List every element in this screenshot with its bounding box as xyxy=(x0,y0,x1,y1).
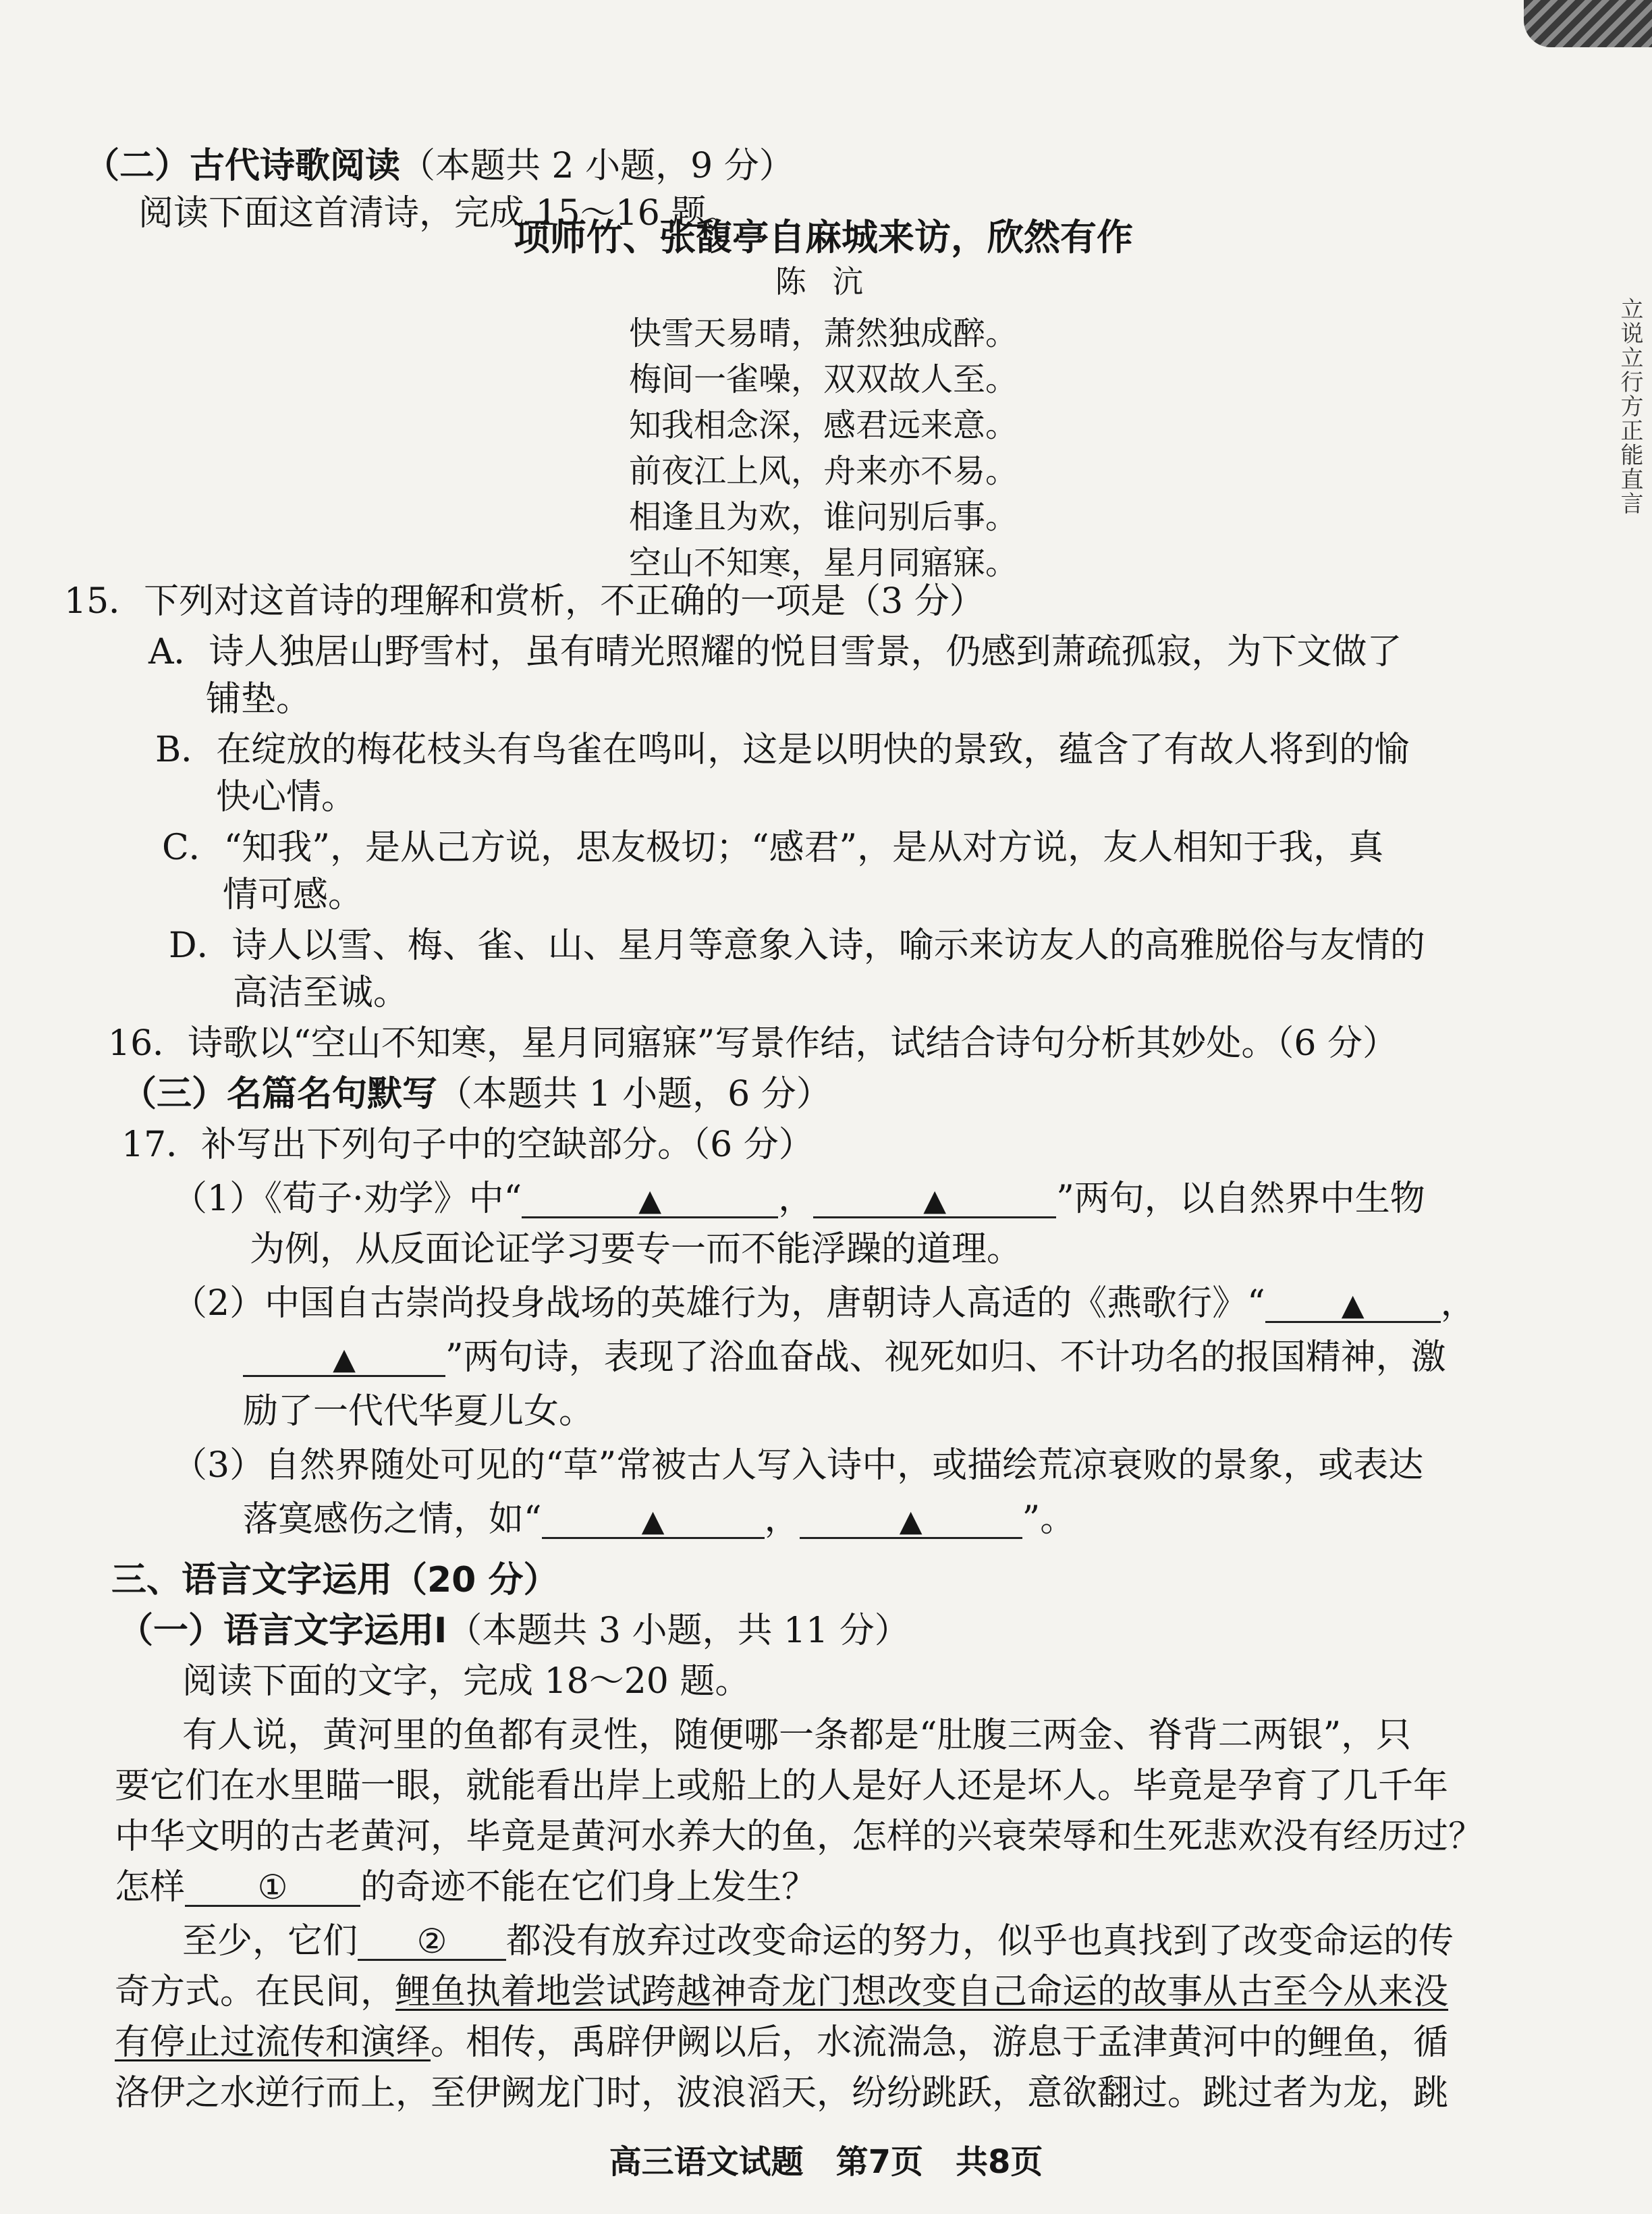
passage-text: 至少，它们 xyxy=(182,1921,358,1962)
poem-line: 梅间一雀噪，双双故人至。 xyxy=(628,360,1018,398)
section-3-heading: （三）名篇名句默写 xyxy=(121,1074,438,1114)
poem-author: 陈 沆 xyxy=(775,263,872,300)
page-footer: 高三语文试题 第7页 共8页 xyxy=(609,2143,1043,2181)
underlined-sentence: 鲤鱼执着地尝试跨越神奇龙门想改变自己命运的故事从古至今从来没 xyxy=(395,1972,1449,2012)
section-2-header xyxy=(84,145,794,187)
passage-text: 怎样 xyxy=(115,1867,186,1908)
poem-title: 项师竹、张馥亭自麻城来访，欣然有作 xyxy=(514,216,1133,259)
poem-line: 快雪天易晴，萧然独成醉。 xyxy=(628,315,1018,352)
passage-line: 有人说，黄河里的鱼都有灵性，随便哪一条都是“肚腹三两金、脊背二两银”，只 xyxy=(182,1715,1412,1756)
blank-marker-icon: ▲ xyxy=(638,1183,662,1218)
answer-blank[interactable] xyxy=(1265,1286,1441,1323)
section-3-note: （本题共 1 小题，6 分） xyxy=(437,1074,831,1114)
passage-line: 洛伊之水逆行而上，至伊阙龙门时，波浪滔天，纷纷跳跃，意欲翻过。跳过者为龙，跳 xyxy=(115,2073,1449,2113)
q17-part3-cont xyxy=(243,1498,1075,1540)
q17-part3-text: 落寞感伤之情，如“ xyxy=(243,1499,542,1540)
q17-part1-text: ”两句，以自然界中生物 xyxy=(1056,1179,1425,1219)
part-3-heading: 三、语言文字运用（20 分） xyxy=(111,1560,559,1600)
blank-marker-icon: ▲ xyxy=(1341,1288,1365,1322)
part-3-instruction: 阅读下面的文字，完成 18～20 题。 xyxy=(182,1661,750,1702)
poem-line: 知我相念深，感君远来意。 xyxy=(628,406,1018,444)
section-2-instruction: 阅读下面这首清诗，完成 15～16 题。 xyxy=(138,193,742,234)
blank-number: ① xyxy=(257,1868,288,1907)
q16-stem: 16．诗歌以“空山不知寒，星月同寤寐”写景作结，试结合诗句分析其妙处。（6 分） xyxy=(108,1023,1398,1064)
passage-text: 奇方式。在民间， xyxy=(115,1972,396,2012)
q17-part3-text: ， xyxy=(764,1499,800,1540)
q17-part2-text: （2）中国自古崇尚投身战场的英雄行为，唐朝诗人高适的《燕歌行》“ xyxy=(172,1283,1265,1324)
passage-line xyxy=(182,1920,1454,1962)
q17-part2-end: 励了一代代华夏儿女。 xyxy=(243,1391,595,1432)
q17-part1 xyxy=(172,1178,1425,1220)
q15-option-d: D．诗人以雪、梅、雀、山、星月等意象入诗，喻示来访友人的高雅脱俗与友情的 xyxy=(169,925,1425,966)
q15-option-c-cont: 情可感。 xyxy=(223,875,364,915)
passage-line xyxy=(115,1866,817,1908)
q15-stem: 15．下列对这首诗的理解和赏析，不正确的一项是（3 分） xyxy=(64,581,985,622)
q15-option-d-cont: 高洁至诚。 xyxy=(233,973,409,1013)
part-3-sub-heading: （一）语言文字运用Ⅰ xyxy=(118,1611,447,1651)
underlined-sentence: 有停止过流传和演绎 xyxy=(115,2022,431,2063)
side-margin-note: 立说立行方正能直言 xyxy=(1616,297,1643,516)
q17-part1-text: ， xyxy=(778,1179,814,1219)
answer-blank-2[interactable] xyxy=(358,1924,506,1961)
passage-line xyxy=(115,1971,1448,2013)
answer-blank[interactable] xyxy=(800,1502,1022,1539)
blank-marker-icon: ▲ xyxy=(899,1504,923,1538)
passage-text: 的奇迹不能在它们身上发生？ xyxy=(360,1867,817,1908)
answer-blank[interactable] xyxy=(542,1502,765,1539)
blank-marker-icon: ▲ xyxy=(641,1504,665,1538)
answer-blank[interactable] xyxy=(522,1181,778,1218)
passage-text: 都没有放弃过改变命运的努力，似乎也真找到了改变命运的传 xyxy=(506,1921,1454,1962)
q17-stem: 17．补写出下列句子中的空缺部分。（6 分） xyxy=(121,1125,814,1165)
q15-option-c: C．“知我”，是从己方说，思友极切；“感君”，是从对方说，友人相知于我，真 xyxy=(162,828,1384,868)
poem-body xyxy=(283,307,1363,618)
poem-line: 相逢且为欢，谁问别后事。 xyxy=(628,498,1018,536)
scan-corner-mark xyxy=(1524,0,1652,47)
answer-blank[interactable] xyxy=(243,1340,445,1377)
section-2-heading: （二）古代诗歌阅读 xyxy=(84,146,401,186)
section-2-note: （本题共 2 小题，9 分） xyxy=(400,146,794,186)
poem-line: 空山不知寒，星月同寤寐。 xyxy=(628,544,1018,582)
q15-option-b-cont: 快心情。 xyxy=(216,777,357,817)
q17-part2-text: ”两句诗，表现了浴血奋战、视死如归、不计功名的报国精神，激 xyxy=(445,1337,1446,1378)
q15-option-b: B．在绽放的梅花枝头有鸟雀在鸣叫，这是以明快的景致，蕴含了有故人将到的愉 xyxy=(155,730,1410,770)
passage-line: 要它们在水里瞄一眼，就能看出岸上或船上的人是好人还是坏人。毕竟是孕育了几千年 xyxy=(115,1766,1449,1806)
q17-part1-cont: 为例，从反面论证学习要专一而不能浮躁的道理。 xyxy=(250,1229,1022,1270)
blank-number: ② xyxy=(416,1922,447,1961)
passage-line: 中华文明的古老黄河，毕竟是黄河水养大的鱼，怎样的兴衰荣辱和生死悲欢没有经历过？ xyxy=(115,1816,1484,1857)
part-3-sub-note: （本题共 3 小题，共 11 分） xyxy=(447,1611,910,1651)
q17-part1-text: （1）《荀子·劝学》中“ xyxy=(172,1179,522,1219)
part-3-sub-header xyxy=(118,1610,910,1652)
q15-option-a: A．诗人独居山野雪村，虽有晴光照耀的悦目雪景，仍感到萧疏孤寂，为下文做了 xyxy=(148,632,1402,672)
q17-part2-text: ， xyxy=(1440,1283,1476,1324)
q17-part2 xyxy=(172,1282,1476,1324)
answer-blank[interactable] xyxy=(813,1181,1056,1218)
passage-line xyxy=(115,2022,1448,2063)
section-3-header xyxy=(121,1073,831,1115)
blank-marker-icon: ▲ xyxy=(333,1342,356,1376)
q17-part3-text: ”。 xyxy=(1022,1499,1076,1540)
passage-text: 。相传，禹辟伊阙以后，水流湍急，游息于孟津黄河中的鲤鱼，循 xyxy=(431,2022,1449,2063)
q17-part3: （3）自然界随处可见的“草”常被古人写入诗中，或描绘荒凉衰败的景象，或表达 xyxy=(172,1445,1424,1486)
q15-option-a-cont: 铺垫。 xyxy=(206,679,312,720)
blank-marker-icon: ▲ xyxy=(923,1183,947,1218)
q17-part2-cont xyxy=(243,1336,1446,1378)
poem-line: 前夜江上风，舟来亦不易。 xyxy=(628,452,1018,490)
answer-blank-1[interactable] xyxy=(185,1870,360,1907)
